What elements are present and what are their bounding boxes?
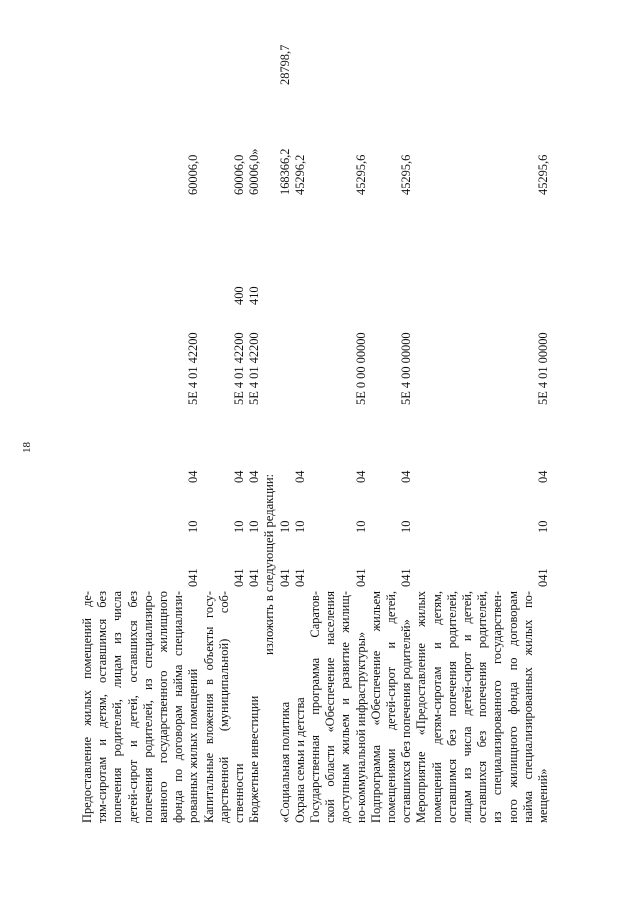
row-name-line: помещениями детей-сирот и детей,: [384, 591, 398, 823]
section-code: 10: [536, 520, 550, 533]
row-name-line: оставшихся без попечения родителей»: [399, 619, 414, 823]
row-name-line: найма специализированных жилых по-: [520, 591, 535, 823]
row-name-line: из специализированного государствен-: [490, 591, 505, 823]
row-name-line: Подпрограмма «Обеспечение жильем: [368, 591, 383, 823]
amount-2: 28798,7: [277, 44, 292, 85]
row-name-line: доступным жильем и развитие жилищ-: [338, 591, 353, 823]
subsection-code: 04: [247, 470, 262, 483]
amount: 60006,0: [232, 154, 246, 195]
amount: 45295,6: [536, 154, 550, 195]
row-name-line: ного жилищного фонда по договорам: [505, 591, 520, 823]
ministry-code: 041: [536, 568, 550, 587]
ministry-code: 041: [277, 568, 292, 587]
ministry-code: 041: [399, 568, 414, 587]
expense-type-code: 400: [232, 286, 246, 305]
row-name-line: Охрана семьи и детства: [292, 697, 307, 823]
expense-type-code: 410: [247, 286, 262, 305]
row-name-line: Капитальные вложения в объекты госу-: [201, 591, 216, 823]
section-code: 10: [277, 520, 292, 533]
subsection-code: 04: [536, 470, 550, 483]
subsection-code: 04: [399, 470, 414, 483]
row-name-line: попечения родителей, из специализиро-: [140, 591, 155, 823]
ministry-code: 041: [353, 568, 368, 587]
row-name-line: тям-сиротам и детям, оставшимся без: [95, 591, 110, 823]
row-name-line: «Социальная политика: [277, 701, 292, 823]
subsection-code: 04: [292, 470, 307, 483]
subsection-code: 04: [353, 470, 368, 483]
row-name-line: детей-сирот и детей, оставшихся без: [125, 591, 140, 823]
ministry-code: 041: [186, 568, 201, 587]
target-article-code: 5Е 4 01 42200: [232, 332, 246, 405]
ministry-code: 041: [292, 568, 307, 587]
row-name-line: Бюджетные инвестиции: [247, 695, 262, 823]
amount: 45295,6: [353, 154, 368, 195]
section-code: 10: [399, 520, 414, 533]
section-code: 10: [186, 520, 201, 533]
row-name-line: ской области «Обеспечение населения: [323, 591, 338, 823]
amount: 60006,0»: [247, 148, 262, 195]
amount: 45295,6: [399, 154, 414, 195]
row-name-line: попечения родителей, лицам из числа: [110, 591, 125, 823]
target-article-code: 5Е 4 01 00000: [536, 332, 550, 405]
amount: 60006,0: [186, 154, 201, 195]
subsection-code: 04: [186, 470, 201, 483]
row-name-line: дарственной (муниципальной) соб-: [216, 591, 231, 823]
row-name-line: ственности: [232, 763, 246, 823]
row-name-line: но-коммунальной инфраструктуры»: [353, 631, 368, 823]
ministry-code: 041: [232, 568, 246, 587]
row-name-line: Мероприятие «Предоставление жилых: [414, 591, 429, 823]
target-article-code: 5Е 4 01 42200: [186, 332, 201, 405]
row-name-line: Государственная программа Саратов-: [308, 591, 322, 823]
section-code: 10: [353, 520, 368, 533]
ministry-code: 041: [247, 568, 262, 587]
target-article-code: 5Е 4 01 42200: [247, 332, 262, 405]
section-code: 10: [232, 520, 246, 533]
row-name-line: фонда по договорам найма специализи-: [171, 591, 186, 823]
target-article-code: 5Е 4 00 00000: [399, 332, 414, 405]
row-name-line: оставшимся без попечения родителей,: [444, 591, 459, 823]
amount: 168366,2: [277, 148, 292, 195]
row-name-line: оставшихся без попечения родителей,: [475, 591, 490, 823]
row-name-line: ванного государственного жилищного: [156, 591, 170, 823]
row-name-line: Предоставление жилых помещений де-: [80, 591, 94, 823]
section-code: 10: [292, 520, 307, 533]
row-name-line: рованных жилых помещений: [186, 668, 201, 823]
row-name-line: помещений детям-сиротам и детям,: [429, 591, 444, 823]
amendment-heading: изложить в следующей редакции:: [262, 473, 277, 655]
section-code: 10: [247, 520, 262, 533]
row-name-line: мещений»: [536, 768, 550, 823]
row-name-line: лицам из числа детей-сирот и детей,: [460, 591, 474, 823]
target-article-code: 5Е 0 00 00000: [353, 332, 368, 405]
page-number: 18: [21, 442, 33, 453]
subsection-code: 04: [232, 470, 246, 483]
amount: 45296,2: [292, 154, 307, 195]
